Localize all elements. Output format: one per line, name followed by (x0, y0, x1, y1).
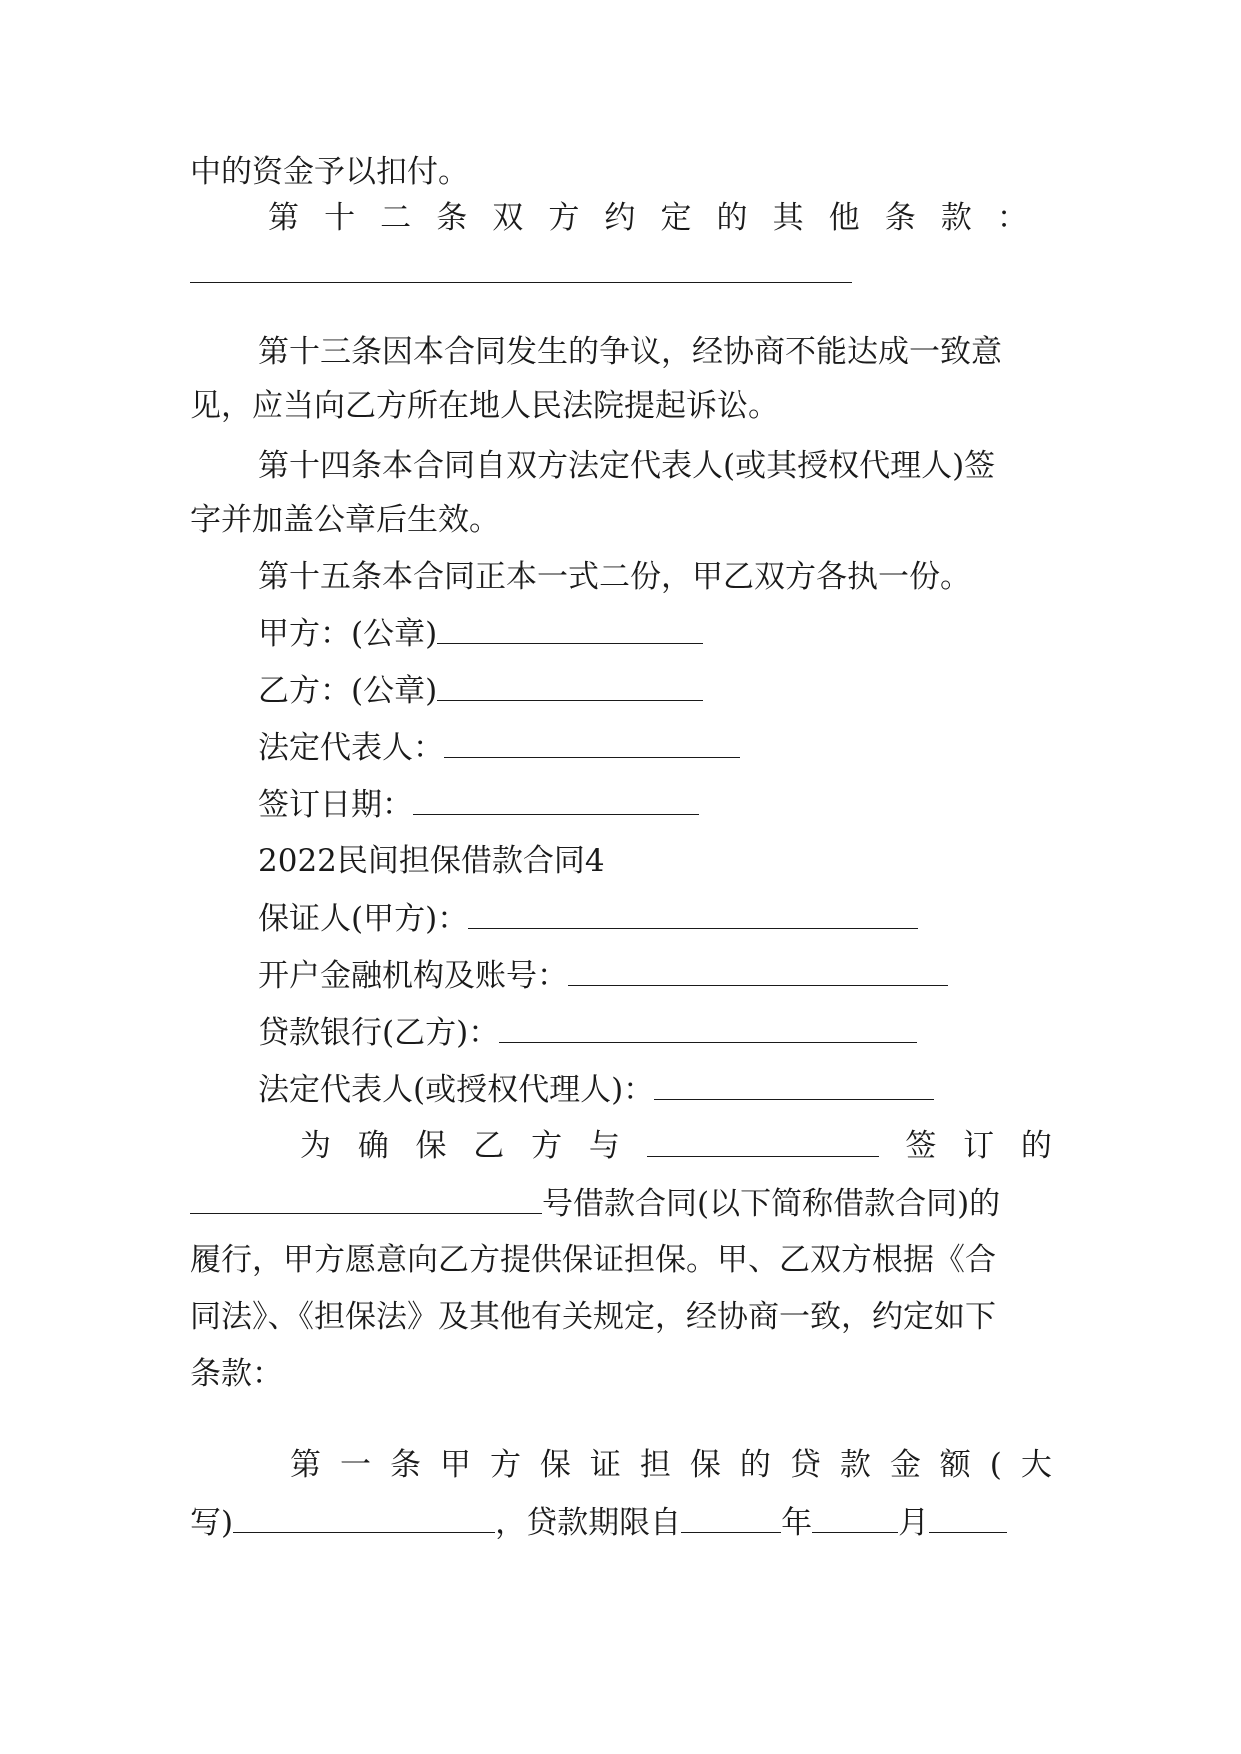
section-title: 2022民间担保借款合同4 (258, 843, 605, 879)
sign-date-line: 签订日期： (258, 784, 1120, 825)
blank-field (437, 670, 703, 701)
preamble-line: 为 确 保 乙 方 与 签 订 的 (300, 1128, 1052, 1164)
legal-rep-line: 法定代表人： (258, 727, 1120, 768)
blank-field (647, 1126, 879, 1157)
party-a-seal-line: 甲方：(公章) (258, 613, 1120, 654)
preamble-line: 号借款合同(以下简称借款合同)的 (190, 1183, 1052, 1224)
text-line: 第十五条本合同正本一式二份，甲乙双方各执一份。 (258, 559, 971, 595)
text-line: 履行，甲方愿意向乙方提供保证担保。甲、乙双方根据《合 (190, 1242, 996, 1278)
blank-field (444, 727, 740, 758)
blank-field (654, 1069, 934, 1100)
blank-field (812, 1502, 898, 1533)
guarantor-line: 保证人(甲方)： (258, 898, 1120, 939)
blank-field (437, 613, 703, 644)
lending-bank-line: 贷款银行(乙方)： (258, 1012, 1120, 1053)
text-line: 条款： (190, 1356, 283, 1392)
blank-field (190, 1183, 542, 1214)
text-line: 同法》、《担保法》及其他有关规定，经协商一致，约定如下 (190, 1299, 996, 1335)
blank-field (413, 784, 699, 815)
article-1-line: 第 一 条 甲 方 保 证 担 保 的 贷 款 金 额 ( 大 (290, 1447, 1052, 1483)
article-12-heading: 第 十 二 条 双 方 约 定 的 其 他 条 款 ： (268, 200, 1028, 236)
text-line: 见，应当向乙方所在地人民法院提起诉讼。 (190, 388, 779, 424)
text-line: 字并加盖公章后生效。 (190, 502, 500, 538)
blank-field (468, 898, 918, 929)
authorized-agent-line: 法定代表人(或授权代理人)： (258, 1069, 1120, 1110)
loan-term-line: 写) ，贷款期限自 年 月 (190, 1502, 1052, 1543)
blank-line (190, 282, 852, 283)
party-b-seal-line: 乙方：(公章) (258, 670, 1120, 711)
blank-field (568, 955, 948, 986)
text-line: 第十三条因本合同发生的争议，经协商不能达成一致意 (258, 334, 1002, 370)
blank-field (929, 1502, 1007, 1533)
blank-field (681, 1502, 781, 1533)
text-line: 第十四条本合同自双方法定代表人(或其授权代理人)签 (258, 448, 996, 484)
blank-field (499, 1012, 917, 1043)
bank-account-line: 开户金融机构及账号： (258, 955, 1120, 996)
text-line: 中的资金予以扣付。 (190, 154, 469, 190)
blank-field (233, 1502, 495, 1533)
